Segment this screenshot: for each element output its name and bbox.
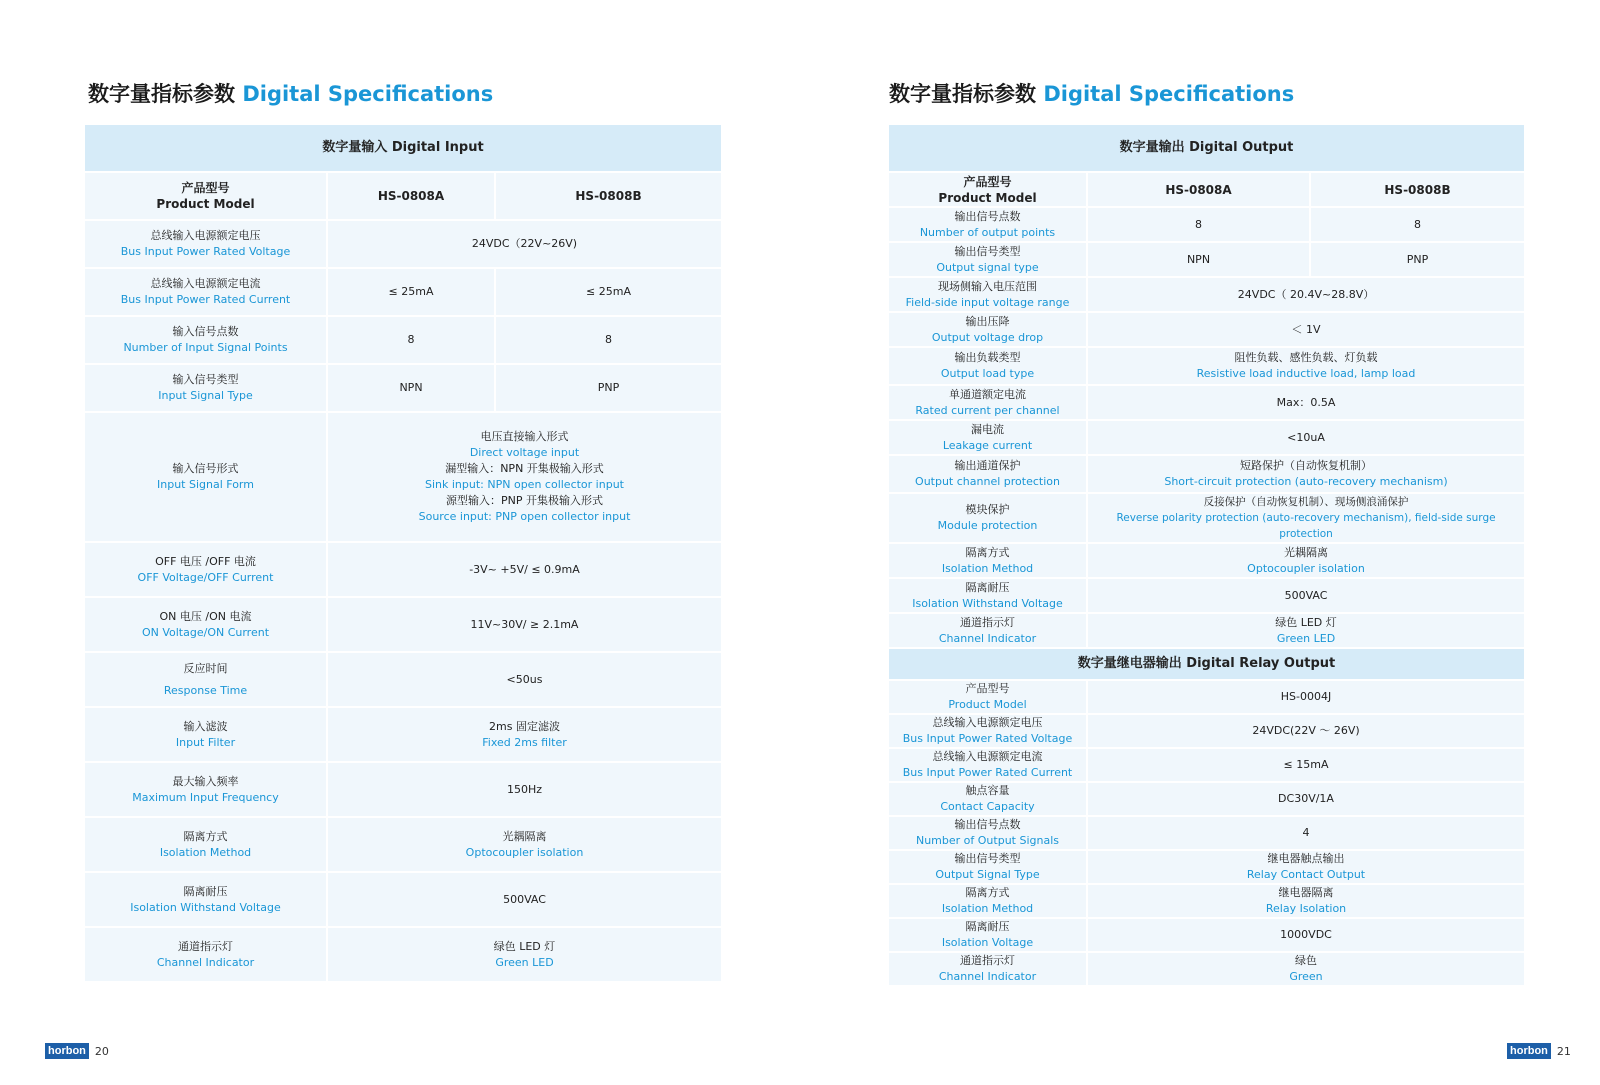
spec-label: 模块保护 Module protection <box>889 493 1087 543</box>
page-right <box>800 0 1600 1085</box>
page-footer <box>1507 1043 1571 1059</box>
title-cn: 数字量指标参数 <box>889 82 1036 106</box>
spec-label: 输出信号类型 Output signal type <box>889 242 1087 277</box>
brand-logo: horbon <box>1507 1043 1551 1059</box>
table-row <box>889 952 1524 986</box>
table-row <box>85 652 721 707</box>
spec-label: 漏电流 Leakage current <box>889 420 1087 455</box>
table-row <box>85 707 721 762</box>
table-row <box>889 242 1524 277</box>
spec-value-b: PNP <box>495 364 721 412</box>
spec-label: 反应时间 Response Time <box>85 652 327 707</box>
spec-label: 输入信号类型 Input Signal Type <box>85 364 327 412</box>
spec-value: 绿色 LED 灯 Green LED <box>1087 613 1524 648</box>
spec-value: 11V~30V/ ≥ 2.1mA <box>327 597 721 652</box>
table-row <box>85 316 721 364</box>
table-row <box>889 850 1524 884</box>
spec-label: 输入信号点数 Number of Input Signal Points <box>85 316 327 364</box>
table-row <box>85 762 721 817</box>
table-row <box>889 578 1524 613</box>
spec-value-b: ≤ 25mA <box>495 268 721 316</box>
table-row <box>889 455 1524 493</box>
table-row <box>889 312 1524 347</box>
spec-label: 总线输入电源额定电流 Bus Input Power Rated Current <box>889 748 1087 782</box>
spec-label: 输入滤波 Input Filter <box>85 707 327 762</box>
spec-value: 电压直接输入形式 Direct voltage input 漏型输入：NPN 开集极输入形式 Sink input: NPN open collector input 源型输入：PNP 开集极输入形式 Source input: PNP open collector input <box>327 412 721 542</box>
section-header <box>889 125 1524 172</box>
spec-value: 24VDC（ 20.4V~28.8V） <box>1087 277 1524 312</box>
section-header <box>85 125 721 172</box>
page-title <box>88 78 493 108</box>
title-cn: 数字量指标参数 <box>88 82 235 106</box>
table-row <box>85 872 721 927</box>
spec-value: 1000VDC <box>1087 918 1524 952</box>
spec-value: 绿色 LED 灯 Green LED <box>327 927 721 982</box>
table-row <box>889 680 1524 714</box>
spec-value-a: 8 <box>1087 207 1310 242</box>
brand-logo: horbon <box>45 1043 89 1059</box>
spec-value-a: NPN <box>1087 242 1310 277</box>
table-row <box>889 782 1524 816</box>
spec-label: 现场侧输入电压范围 Field-side input voltage range <box>889 277 1087 312</box>
title-en: Digital Specifications <box>242 82 494 106</box>
spec-label: 输出信号类型 Output Signal Type <box>889 850 1087 884</box>
spec-label: 产品型号 Product Model <box>889 172 1087 207</box>
spec-label: 输出信号点数 Number of Output Signals <box>889 816 1087 850</box>
spec-label: 通道指示灯 Channel Indicator <box>889 952 1087 986</box>
section-title: 数字量输入 Digital Input <box>85 125 721 172</box>
spec-value: HS-0004J <box>1087 680 1524 714</box>
spec-value-b: PNP <box>1310 242 1524 277</box>
spec-label: 隔离方式 Isolation Method <box>889 543 1087 578</box>
spec-label: ON 电压 /ON 电流 ON Voltage/ON Current <box>85 597 327 652</box>
model-a: HS-0808A <box>327 172 495 220</box>
spec-value-b: 8 <box>1310 207 1524 242</box>
spec-label: 产品型号 Product Model <box>85 172 327 220</box>
section-title: 数字量继电器输出 Digital Relay Output <box>889 648 1524 680</box>
table-row <box>85 597 721 652</box>
page-footer <box>45 1043 109 1059</box>
table-row <box>889 347 1524 385</box>
spec-value: 2ms 固定滤波 Fixed 2ms filter <box>327 707 721 762</box>
spec-label: OFF 电压 /OFF 电流 OFF Voltage/OFF Current <box>85 542 327 597</box>
table-row <box>889 207 1524 242</box>
digital-input-table <box>85 125 721 983</box>
spec-value: 4 <box>1087 816 1524 850</box>
spec-label: 隔离耐压 Isolation Withstand Voltage <box>889 578 1087 613</box>
spec-value: 24VDC（22V~26V) <box>327 220 721 268</box>
spec-label: 输出压降 Output voltage drop <box>889 312 1087 347</box>
spec-value-a: ≤ 25mA <box>327 268 495 316</box>
table-row <box>889 420 1524 455</box>
spec-label: 产品型号 Product Model <box>889 680 1087 714</box>
section-title: 数字量输出 Digital Output <box>889 125 1524 172</box>
table-row <box>889 918 1524 952</box>
spec-label: 总线输入电源额定电压 Bus Input Power Rated Voltage <box>85 220 327 268</box>
spec-label: 最大输入频率 Maximum Input Frequency <box>85 762 327 817</box>
spec-value: <50us <box>327 652 721 707</box>
spec-value: 继电器隔离 Relay Isolation <box>1087 884 1524 918</box>
spec-label: 隔离方式 Isolation Method <box>889 884 1087 918</box>
spec-value: 阻性负载、感性负载、灯负载 Resistive load inductive load, lamp load <box>1087 347 1524 385</box>
spec-value-a: 8 <box>327 316 495 364</box>
spec-label: 输出信号点数 Number of output points <box>889 207 1087 242</box>
spec-label: 触点容量 Contact Capacity <box>889 782 1087 816</box>
table-row <box>85 412 721 542</box>
page-title <box>889 78 1294 108</box>
table-row <box>85 364 721 412</box>
table-row <box>889 748 1524 782</box>
spec-label: 隔离耐压 Isolation Withstand Voltage <box>85 872 327 927</box>
table-row <box>889 385 1524 420</box>
spec-value: Max：0.5A <box>1087 385 1524 420</box>
table-row <box>889 816 1524 850</box>
spec-label: 隔离方式 Isolation Method <box>85 817 327 872</box>
spec-label: 输出通道保护 Output channel protection <box>889 455 1087 493</box>
model-a: HS-0808A <box>1087 172 1310 207</box>
spec-value: -3V~ +5V/ ≤ 0.9mA <box>327 542 721 597</box>
spec-value-b: 8 <box>495 316 721 364</box>
table-row <box>85 817 721 872</box>
spec-value: DC30V/1A <box>1087 782 1524 816</box>
table-row <box>889 884 1524 918</box>
spec-label: 隔离耐压 Isolation Voltage <box>889 918 1087 952</box>
spec-label: 总线输入电源额定电流 Bus Input Power Rated Current <box>85 268 327 316</box>
spec-value: 光耦隔离 Optocoupler isolation <box>1087 543 1524 578</box>
table-row <box>85 927 721 982</box>
page-number: 20 <box>94 1044 109 1058</box>
spec-value: ≤ 15mA <box>1087 748 1524 782</box>
spec-label: 通道指示灯 Channel Indicator <box>85 927 327 982</box>
digital-output-table <box>889 125 1524 987</box>
model-b: HS-0808B <box>495 172 721 220</box>
table-row <box>889 714 1524 748</box>
spec-value: <10uA <box>1087 420 1524 455</box>
spec-value: 500VAC <box>327 872 721 927</box>
spec-value: 绿色 Green <box>1087 952 1524 986</box>
section-header <box>889 648 1524 680</box>
table-row <box>85 172 721 220</box>
page-number: 21 <box>1556 1044 1571 1058</box>
spec-value: 反接保护（自动恢复机制）、现场侧浪涌保护 Reverse polarity protection (auto-recovery mechanism), field-side surge protection <box>1087 493 1524 543</box>
spec-label: 输入信号形式 Input Signal Form <box>85 412 327 542</box>
table-row <box>85 268 721 316</box>
table-row <box>889 613 1524 648</box>
spec-value: 150Hz <box>327 762 721 817</box>
table-row <box>85 542 721 597</box>
table-row <box>889 277 1524 312</box>
model-b: HS-0808B <box>1310 172 1524 207</box>
spec-value: 光耦隔离 Optocoupler isolation <box>327 817 721 872</box>
spec-value: ＜ 1V <box>1087 312 1524 347</box>
table-row <box>889 543 1524 578</box>
table-row <box>85 220 721 268</box>
spec-label: 单通道额定电流 Rated current per channel <box>889 385 1087 420</box>
spec-value: 24VDC(22V ～ 26V) <box>1087 714 1524 748</box>
spec-label: 总线输入电源额定电压 Bus Input Power Rated Voltage <box>889 714 1087 748</box>
spec-value-a: NPN <box>327 364 495 412</box>
spec-value: 500VAC <box>1087 578 1524 613</box>
spec-value: 继电器触点输出 Relay Contact Output <box>1087 850 1524 884</box>
spec-label: 通道指示灯 Channel Indicator <box>889 613 1087 648</box>
spec-value: 短路保护（自动恢复机制） Short-circuit protection (auto-recovery mechanism) <box>1087 455 1524 493</box>
spec-label: 输出负载类型 Output load type <box>889 347 1087 385</box>
table-row <box>889 172 1524 207</box>
table-row <box>889 493 1524 543</box>
title-en: Digital Specifications <box>1043 82 1295 106</box>
